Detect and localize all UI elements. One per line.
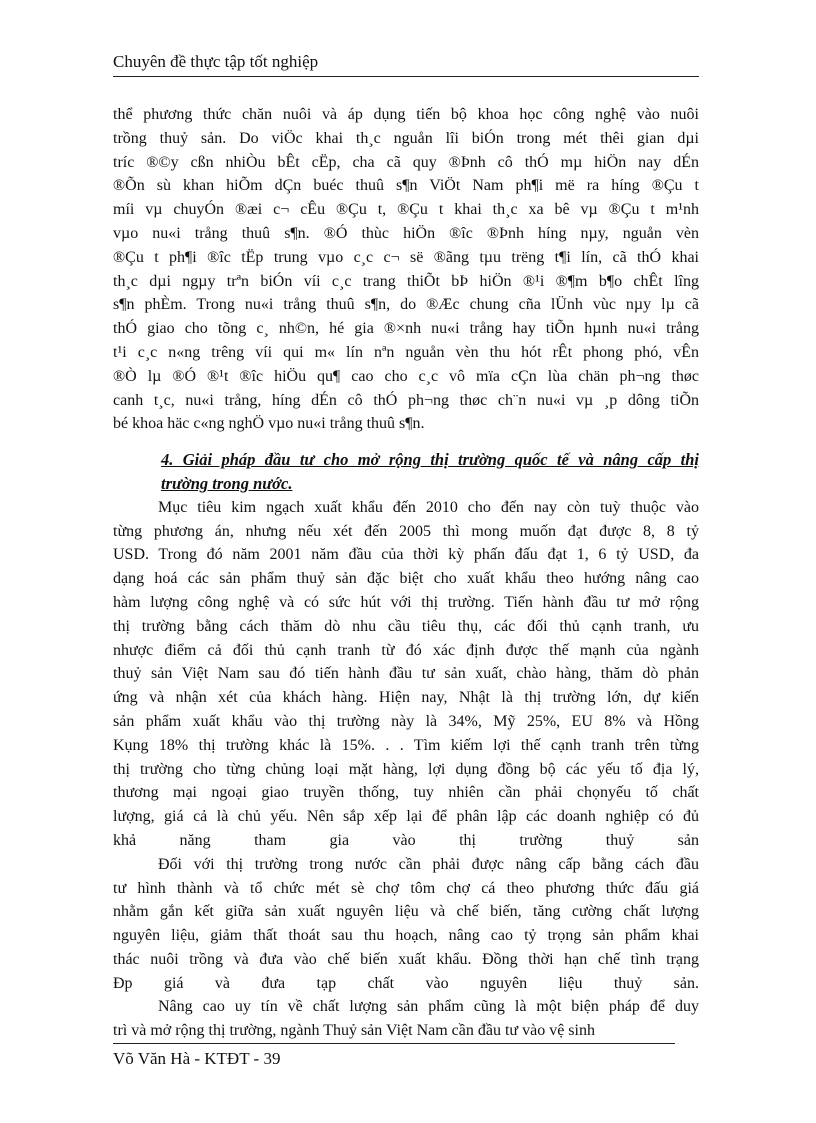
text-line: ứng và nhận xét của khách hàng. Hiện nay, Nhật là thị trường lớn, dự kiến	[113, 689, 699, 707]
paragraph-2	[113, 496, 699, 853]
text-line: tríc ®©y cßn nhiÒu bÊt cËp, cha cã quy ®Þnh cô thÓ mµ hiÖn nay dÉn	[113, 153, 699, 171]
text-line: Ðp giá và đưa tạp chất vào nguyên liệu thuỷ sản.	[113, 974, 699, 992]
text-line: thị trường cho từng chủng loại mặt hàng, lợi dụng đồng bộ các yếu tố địa lý,	[113, 760, 699, 778]
text-line: sản phẩm xuất khẩu vào thị trường này là 34%, Mỹ 25%, EU 8% và Hồng	[113, 712, 699, 730]
text-line: dạng hoá các sản phẩm thuỷ sản đặc biệt cho xuất khẩu theo hướng nâng cao	[113, 570, 699, 588]
text-line: Kụng 18% thị trường khác là 15%. . . Tìm kiếm lợi thế cạnh tranh trên từng	[113, 736, 699, 754]
text-line: nguyên liệu, giảm thất thoát sau thu hoạch, nâng cao tỷ trọng sản phẩm khai	[113, 927, 699, 945]
text-line: canh t¸c, nu«i trång, híng dÉn cô thÓ ph¬ng thøc ch¨n nu«i vµ ¸p dông tiÕn	[113, 391, 699, 409]
text-line: t¹i c¸c n«ng trêng víi qui m« lín nªn nguån vèn thu hót rÊt phong phó, vÊn	[113, 343, 699, 361]
text-line: Đối với thị trường trong nước cần phải được nâng cấp bằng cách đầu	[158, 855, 699, 873]
text-line: trì và mở rộng thị trường, ngành Thuỷ sản Việt Nam cần đầu tư vào vệ sinh	[113, 1022, 595, 1040]
page-footer	[113, 1043, 675, 1068]
text-line: khả năng tham gia vào thị trường thuỷ sản	[113, 831, 699, 849]
section-heading	[113, 448, 699, 496]
text-line: USD. Trong đó năm 2001 năm đầu của thời kỳ phấn đấu đạt 1, 6 tỷ USD, đa	[113, 546, 699, 564]
text-line: tư hình thành và tổ chức mét sè chợ tôm chợ cá theo phương thức đấu giá	[113, 879, 699, 897]
text-line: trồng thuỷ sản. Do viÖc khai th¸c nguån lîi biÓn trong mét thêi gian dµi	[113, 129, 699, 147]
text-line: thÓ giao cho tõng c¸ nh©n, hé gia ®×nh nu«i trång hay tiÕn hµnh nu«i trång	[113, 320, 699, 338]
text-line: th¸c dµi ngµy trªn biÓn víi c¸c trang thiÕt bÞ hiÖn ®¹i ®¶m b¶o chÊt lîng	[113, 272, 699, 290]
text-line: ®Ò lµ ®Ó ®¹t ®îc hiÖu qu¶ cao cho c¸c vô mïa cÇn lùa chän ph¬ng thøc	[113, 367, 699, 385]
text-line: từng phương án, nhưng nếu xét đến 2005 thì mong muốn đạt được 8, 8 tỷ	[113, 522, 699, 540]
heading-line: 4. Giải pháp đầu tư cho mở rộng thị trường quốc tế và nâng cấp thị	[161, 450, 699, 470]
text-line: bé khoa häc c«ng nghÖ vµo nu«i trång thuû s¶n.	[113, 415, 425, 433]
heading-line: trường trong nước.	[161, 473, 293, 493]
text-line: nhằm gắn kết giữa sản xuất nguyên liệu và chế biến, tăng cường chất lượng	[113, 903, 699, 921]
text-line: hàm lượng công nghệ và có sức hút với thị trường. Tiến hành đầu tư mở rộng	[113, 593, 699, 611]
paragraph-4	[113, 995, 699, 1043]
text-line: thác nuôi trồng và đưa vào chế biến xuất khẩu. Đồng thời hạn chế tình trạng	[113, 950, 699, 968]
text-line: vµo nu«i trång thuû s¶n. ®Ó thùc hiÖn ®îc ®Þnh híng nµy, nguån vèn	[113, 224, 699, 242]
text-line: s¶n phÈm. Trong nu«i trång thuû s¶n, do ®Æc chung cña lÜnh vùc nµy lµ cã	[113, 296, 699, 314]
text-line: thị trường bằng cách thăm dò nhu cầu tiêu thụ, các đối thủ cạnh tranh, ưu	[113, 617, 699, 635]
paragraph-1	[113, 103, 699, 436]
text-line: Mục tiêu kim ngạch xuất khẩu đến 2010 cho đến nay còn tuỳ thuộc vào	[158, 498, 699, 516]
page-header	[113, 50, 699, 77]
text-line: thể phương thức chăn nuôi và áp dụng tiến bộ khoa học công nghệ vào nuôi	[113, 106, 699, 123]
text-line: lượng, giá cả là chủ yếu. Nên sắp xếp lại để phân lập các doanh nghiệp có đủ	[113, 808, 699, 826]
text-line: Nâng cao uy tín về chất lượng sản phẩm cũng là một biện pháp để duy	[158, 998, 699, 1016]
text-line: nhược điểm cả đối thủ cạnh tranh từ đó xác định được thế mạnh của ngành	[113, 641, 699, 659]
paragraph-3	[113, 853, 699, 996]
text-line: thương mại ngoại giao truyền thống, tuy nhiên cần phải chọnyếu tố chất	[113, 784, 699, 802]
text-line: míi vµ chuyÓn ®æi c¬ cÊu ®Çu t, ®Çu t khai th¸c xa bê vµ ®Çu t m¹nh	[113, 201, 699, 219]
text-line: ®Õn sù khan hiÕm dÇn buéc thuû s¶n ViÖt Nam ph¶i më ra híng ®Çu t	[113, 177, 699, 195]
text-line: ®Çu t ph¶i ®îc tËp trung vµo c¸c c¬ së ®ãng tµu trëng t¶i lín, cã thÓ khai	[113, 248, 699, 266]
footer-text: Võ Văn Hà - KTĐT - 39	[113, 1049, 281, 1068]
header-title: Chuyên đề thực tập tốt nghiệp	[113, 52, 319, 71]
text-line: thuỷ sản Việt Nam sau đó tiến hành đầu tư sản xuất, chào hàng, thăm dò phản	[113, 665, 699, 683]
document-body	[113, 103, 699, 1043]
